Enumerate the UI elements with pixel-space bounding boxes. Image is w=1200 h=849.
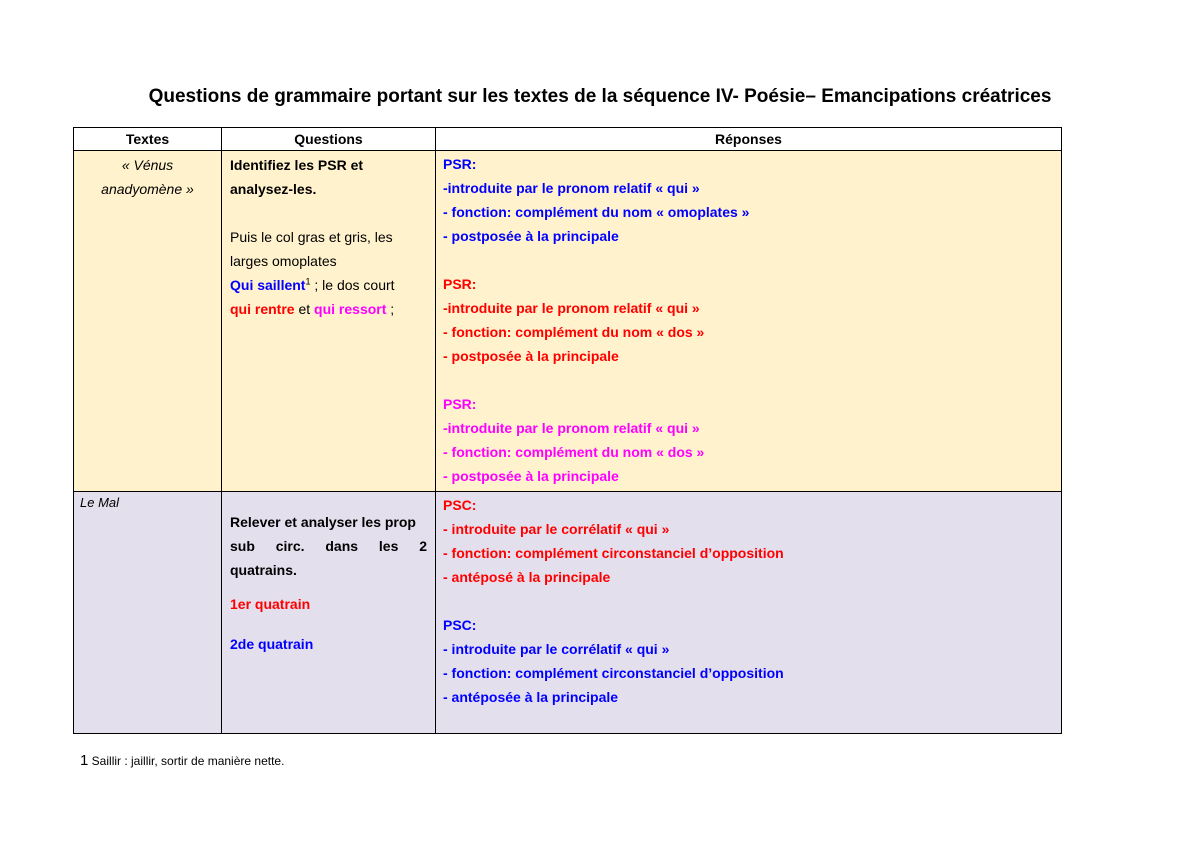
answer-line: PSR: <box>443 396 477 412</box>
answer-block <box>443 272 1054 368</box>
answer-line: - fonction: complément du nom « dos » <box>443 444 705 460</box>
answer-line: - introduite par le corrélatif « qui » <box>443 641 670 657</box>
texte-cell <box>74 492 222 734</box>
answer-cell <box>436 492 1062 734</box>
texte-title: « Vénus anadyomène » <box>101 157 194 197</box>
answer-block <box>443 392 1054 488</box>
question-instruction <box>230 510 427 582</box>
answer-line: - postposée à la principale <box>443 228 619 244</box>
table-row <box>74 492 1062 734</box>
quote-red: qui rentre <box>230 301 295 317</box>
question-cell <box>222 151 436 492</box>
answer-line: - postposée à la principale <box>443 468 619 484</box>
question-line: sub circ. dans les 2 <box>230 538 427 554</box>
quote-line: Puis le col gras et gris, les larges omoplates <box>230 229 393 269</box>
grammar-table <box>73 127 1062 734</box>
footnote-ref: 1 <box>305 276 311 287</box>
quote-blue: Qui saillent <box>230 277 306 293</box>
quote-text: ; <box>386 301 395 317</box>
answer-line: - antéposée à la principale <box>443 689 619 705</box>
footnote-number: 1 <box>80 752 89 769</box>
footnote <box>80 752 284 769</box>
answer-block <box>443 613 1054 709</box>
question-instruction: Identifiez les PSR et analysez-les. <box>230 157 364 197</box>
quote-magenta: qui ressort <box>314 301 387 317</box>
answer-line: -introduite par le pronom relatif « qui » <box>443 180 700 196</box>
quote-text: et <box>294 301 315 317</box>
poem-quote <box>230 225 427 321</box>
answer-line: -introduite par le pronom relatif « qui » <box>443 420 700 436</box>
answer-line: PSR: <box>443 276 477 292</box>
answer-line: - postposée à la principale <box>443 348 619 364</box>
header-reponses: Réponses <box>436 128 1062 151</box>
answer-line: PSR: <box>443 156 477 172</box>
answer-block <box>443 493 1054 589</box>
quote-text: ; le dos court <box>310 277 395 293</box>
table-row <box>74 151 1062 492</box>
answer-line: - fonction: complément circonstanciel d’opposition <box>443 665 784 681</box>
header-textes: Textes <box>74 128 222 151</box>
table-header-row <box>74 128 1062 151</box>
answer-line: PSC: <box>443 617 477 633</box>
answer-line: - fonction: complément du nom « dos » <box>443 324 705 340</box>
answer-cell <box>436 151 1062 492</box>
answer-line: - fonction: complément du nom « omoplates » <box>443 204 750 220</box>
question-line: Relever et analyser les prop <box>230 514 416 530</box>
answer-block <box>443 152 1054 248</box>
quatrain-1-label: 1er quatrain <box>230 596 311 612</box>
texte-title: Le Mal <box>80 495 120 510</box>
texte-cell <box>74 151 222 492</box>
answer-line: - antéposé à la principale <box>443 569 611 585</box>
quatrain-2-label: 2de quatrain <box>230 636 314 652</box>
answer-line: -introduite par le pronom relatif « qui » <box>443 300 700 316</box>
footnote-text: Saillir : jaillir, sortir de manière nette. <box>88 754 285 768</box>
question-line: quatrains. <box>230 562 297 578</box>
question-cell <box>222 492 436 734</box>
answer-line: - introduite par le corrélatif « qui » <box>443 521 670 537</box>
page-title: Questions de grammaire portant sur les textes de la séquence IV- Poésie– Emancipations créatrices <box>148 86 1052 107</box>
answer-line: - fonction: complément circonstanciel d’opposition <box>443 545 784 561</box>
header-questions: Questions <box>222 128 436 151</box>
answer-line: PSC: <box>443 497 477 513</box>
